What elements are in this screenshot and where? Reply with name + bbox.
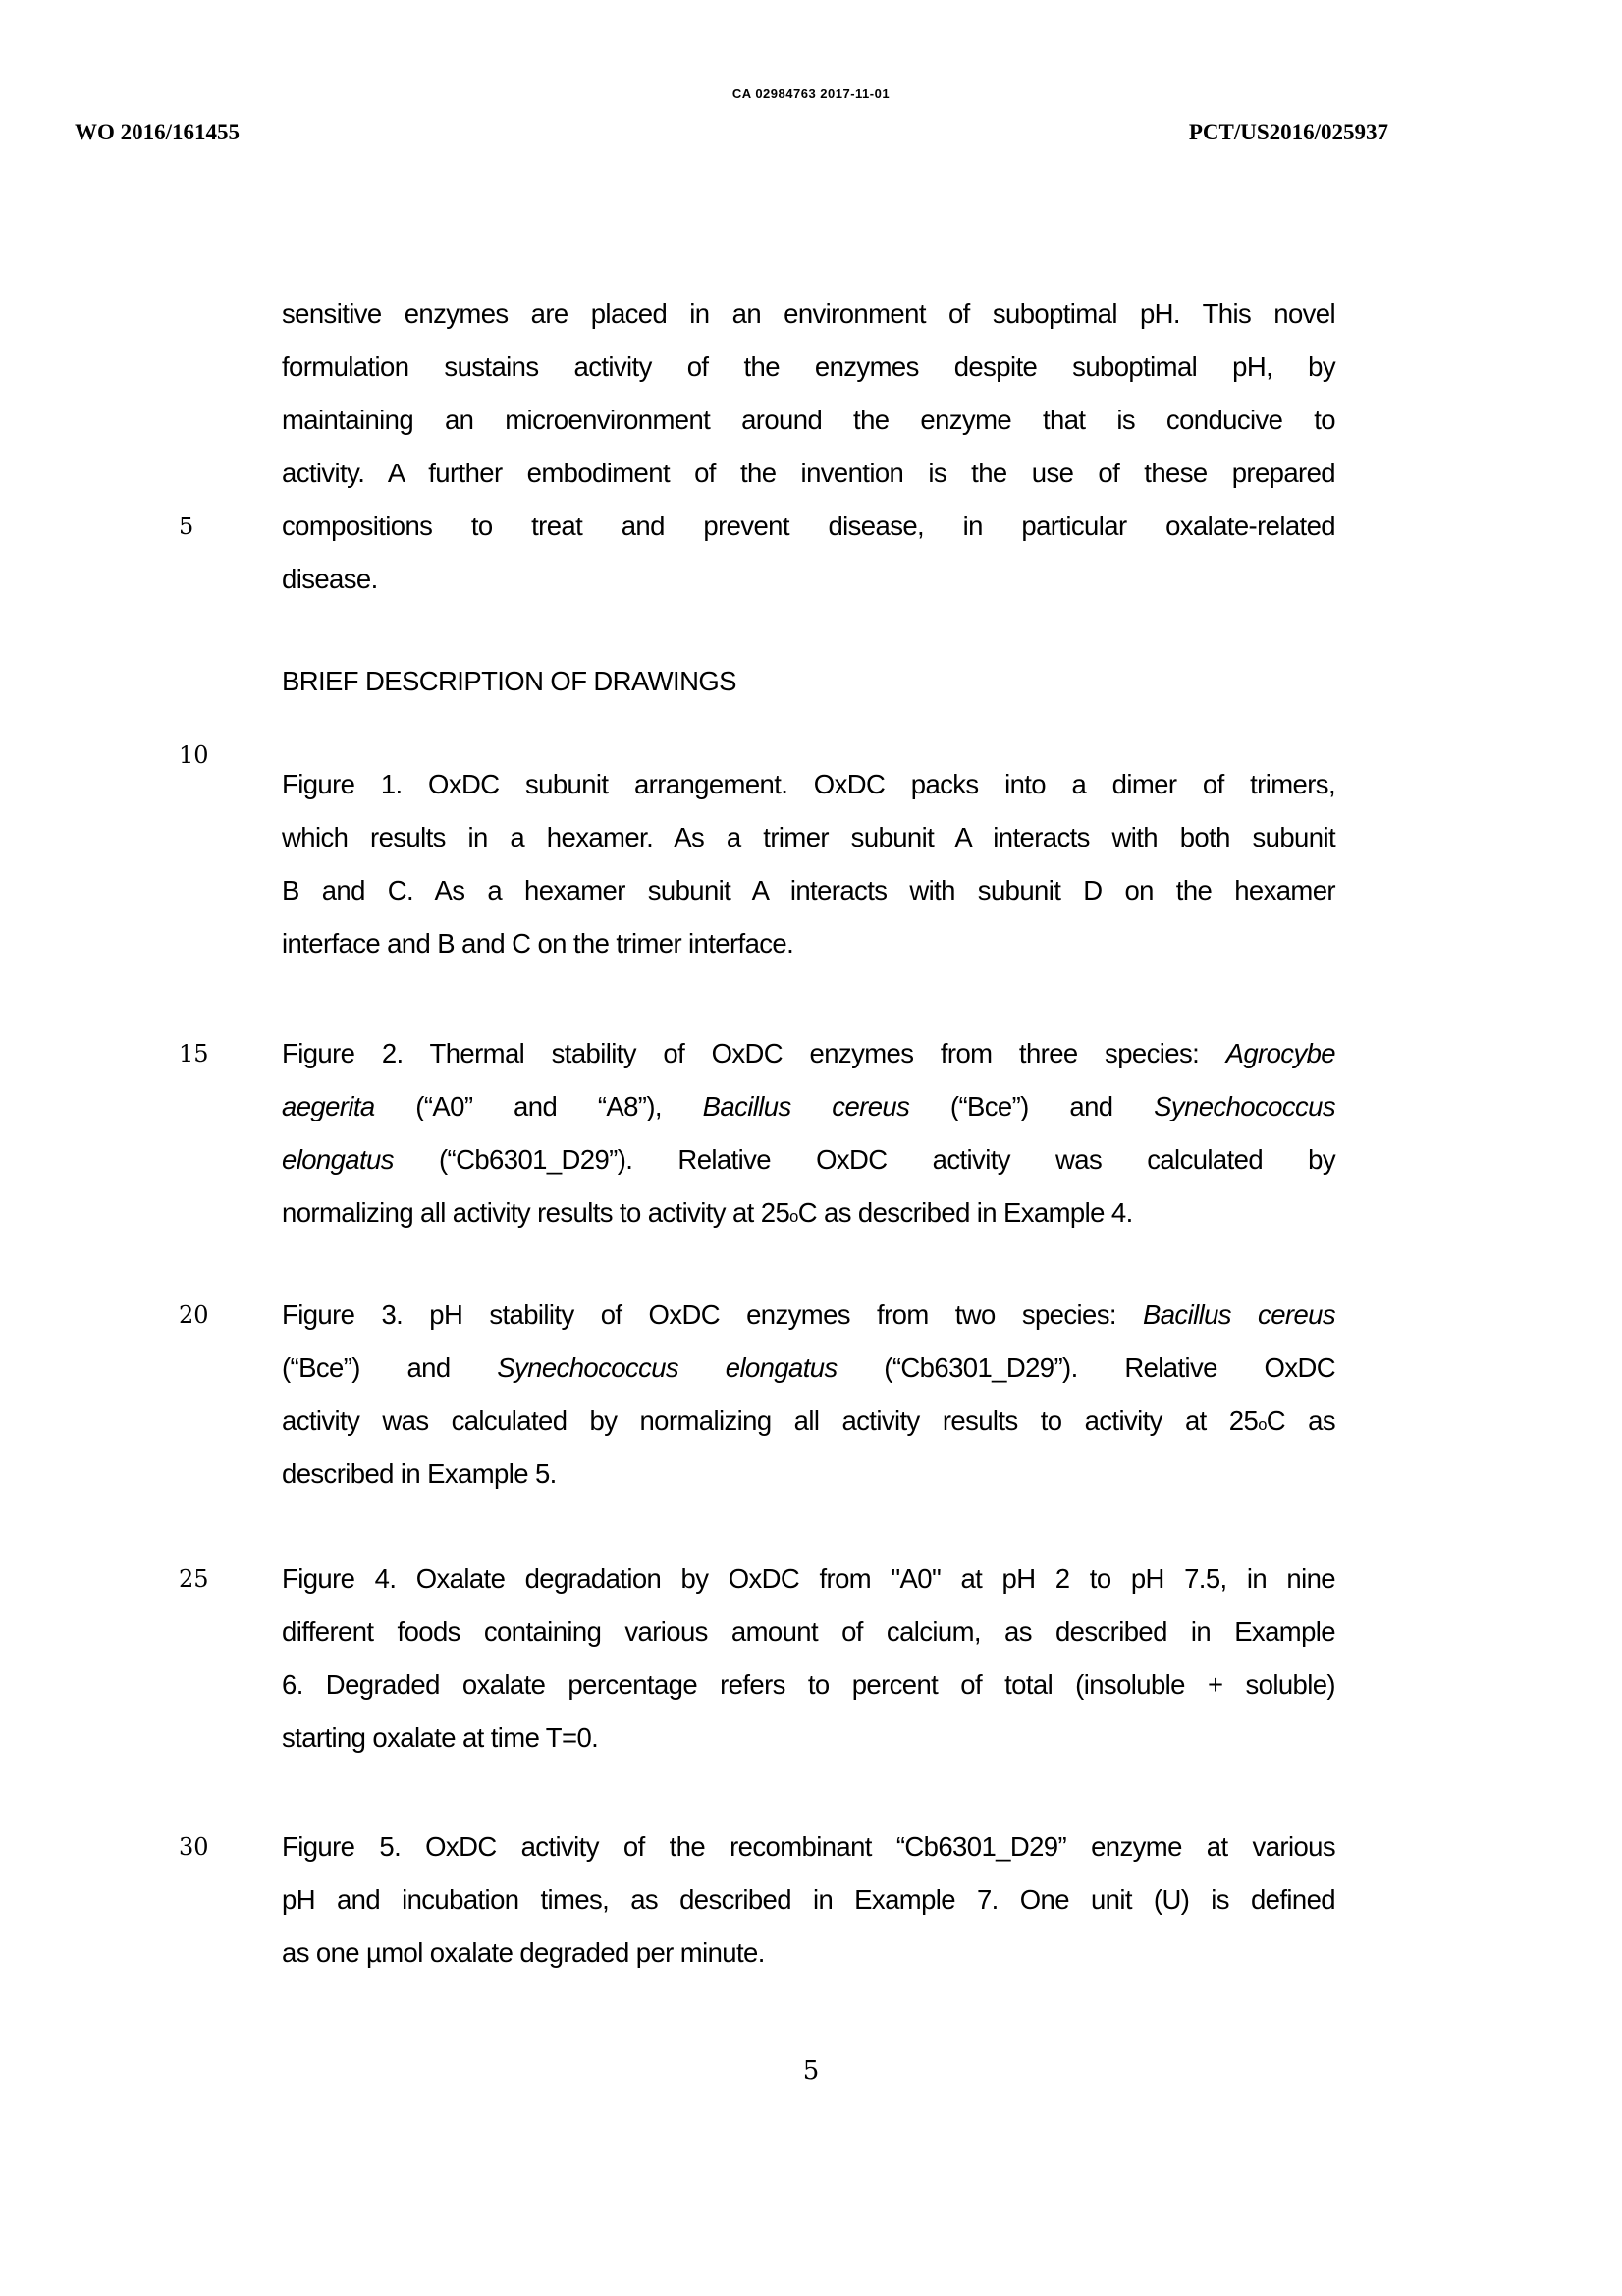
application-number: PCT/US2016/025937	[1188, 120, 1388, 144]
text-run: normalizing all activity results to activity at 25	[282, 1197, 790, 1228]
text-line: activity. A further embodiment of the invention is the use of these prepared	[282, 458, 1335, 488]
text-line: sensitive enzymes are placed in an environment of suboptimal pH. This novel	[282, 299, 1335, 329]
text-run: C as described in Example 4.	[797, 1197, 1133, 1228]
text-line: different foods containing various amount of calcium, as described in Example	[282, 1616, 1335, 1647]
text-line	[282, 1350, 1335, 1386]
text-line: starting oxalate at time T=0.	[282, 1722, 599, 1753]
text-run: activity was calculated by normalizing all activity results to activity at 25	[282, 1405, 1259, 1436]
text-run: Figure 3. pH stability of OxDC enzymes from two species:	[282, 1299, 1143, 1330]
text-line	[282, 1195, 1335, 1230]
text-line	[282, 1297, 1335, 1333]
line-number: 10	[179, 741, 209, 769]
species-name: Agrocybe	[1225, 1038, 1335, 1068]
text-line: Figure 1. OxDC subunit arrangement. OxDC packs into a dimer of trimers,	[282, 769, 1335, 799]
ca-stamp: CA 02984763 2017-11-01	[731, 86, 891, 101]
line-number: 15	[179, 1040, 209, 1067]
text-line: which results in a hexamer. As a trimer subunit A interacts with both subunit	[282, 822, 1335, 852]
text-run: (“A0” and “A8”),	[374, 1091, 703, 1121]
text-run: (“Cb6301_D29”). Relative OxDC activity was calculated by	[393, 1144, 1335, 1175]
species-name: Bacillus cereus	[702, 1091, 910, 1121]
text-line: 6. Degraded oxalate percentage refers to percent of total (insoluble + soluble)	[282, 1669, 1335, 1700]
text-line	[282, 1142, 1335, 1177]
text-line: Figure 5. OxDC activity of the recombinant “Cb6301_D29” enzyme at various	[282, 1831, 1335, 1862]
line-number: 20	[179, 1301, 209, 1329]
species-name: aegerita	[282, 1091, 375, 1121]
section-heading: BRIEF DESCRIPTION OF DRAWINGS	[282, 666, 736, 696]
text-line	[282, 1403, 1335, 1439]
text-run: (“Cb6301_D29”). Relative OxDC	[837, 1352, 1336, 1383]
species-name: Synechococcus elongatus	[497, 1352, 838, 1383]
species-name: elongatus	[282, 1144, 394, 1175]
text-line: formulation sustains activity of the enzymes despite suboptimal pH, by	[282, 352, 1335, 382]
text-run: Figure 2. Thermal stability of OxDC enzymes from three species:	[282, 1038, 1226, 1068]
text-line: pH and incubation times, as described in Example 7. One unit (U) is defined	[282, 1885, 1335, 1915]
text-line	[282, 1036, 1335, 1071]
text-line: described in Example 5.	[282, 1458, 557, 1489]
text-run: (“Bce”) and	[909, 1091, 1155, 1121]
text-line: disease.	[282, 564, 378, 594]
text-line: B and C. As a hexamer subunit A interacts with subunit D on the hexamer	[282, 875, 1335, 905]
text-line: interface and B and C on the trimer interface.	[282, 928, 794, 958]
degree-symbol: o	[1258, 1416, 1267, 1434]
line-number: 30	[179, 1833, 209, 1861]
line-number: 25	[179, 1565, 209, 1593]
text-line: as one µmol oxalate degraded per minute.	[282, 1938, 765, 1968]
text-run: (“Bce”) and	[282, 1352, 498, 1383]
page-number: 5	[802, 2056, 820, 2086]
degree-symbol: o	[789, 1208, 798, 1226]
text-line: maintaining an microenvironment around the enzyme that is conducive to	[282, 405, 1335, 435]
text-line: Figure 4. Oxalate degradation by OxDC from "A0" at pH 2 to pH 7.5, in nine	[282, 1563, 1335, 1594]
line-number: 5	[179, 513, 194, 540]
species-name: Bacillus cereus	[1143, 1299, 1335, 1330]
text-run: C as	[1266, 1405, 1335, 1436]
text-line: compositions to treat and prevent disease, in particular oxalate-related	[282, 511, 1335, 541]
species-name: Synechococcus	[1154, 1091, 1335, 1121]
publication-number: WO 2016/161455	[75, 120, 241, 144]
text-line	[282, 1089, 1335, 1124]
